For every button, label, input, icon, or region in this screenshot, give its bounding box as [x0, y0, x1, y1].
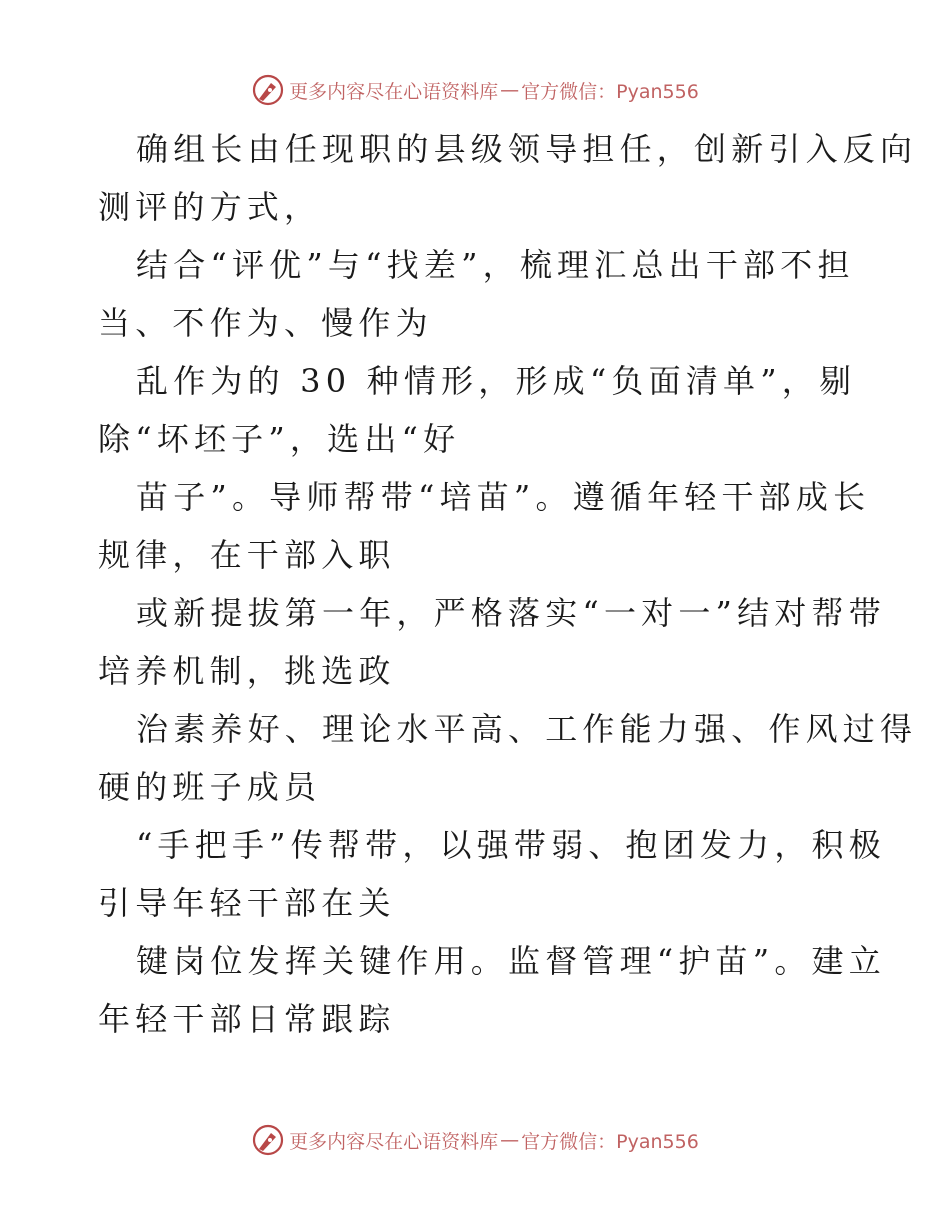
body-line: 当、不作为、慢作为 — [98, 304, 433, 342]
footer-watermark — [0, 1120, 950, 1160]
watermark-main-text: 更多内容尽在心语资料库 — [289, 1130, 499, 1153]
body-line: 苗子”。导师帮带“培苗”。遵循年轻干部成长 — [136, 478, 871, 516]
body-line: 引导年轻干部在关 — [98, 884, 396, 922]
watermark-sub-text: 官方微信：Pyan556 — [521, 80, 699, 103]
body-line: 硬的班子成员 — [98, 768, 322, 806]
body-line: 治素养好、理论水平高、工作能力强、作风过得 — [136, 710, 918, 748]
pen-nib-circle-icon — [251, 73, 285, 107]
body-line: 测评的方式， — [98, 188, 322, 226]
watermark-dash: — — [500, 79, 520, 101]
body-line: 除“坏坯子”，选出“好 — [98, 420, 461, 458]
header-watermark — [0, 70, 950, 110]
body-line: 培养机制，挑选政 — [98, 652, 396, 690]
watermark-sub-text: 官方微信：Pyan556 — [521, 1130, 699, 1153]
body-line: 规律，在干部入职 — [98, 536, 396, 574]
body-line: 键岗位发挥关键作用。监督管理“护苗”。建立 — [136, 942, 886, 980]
pen-nib-circle-icon — [251, 1123, 285, 1157]
body-line: 年轻干部日常跟踪 — [98, 1000, 396, 1038]
body-line: 确组长由任现职的县级领导担任，创新引入反向 — [136, 130, 918, 168]
body-line: 结合“评优”与“找差”，梳理汇总出干部不担 — [136, 246, 855, 284]
document-body — [98, 120, 918, 1048]
watermark-main-text: 更多内容尽在心语资料库 — [289, 80, 499, 103]
body-line: 乱作为的 30 种情形，形成“负面清单”，剔 — [136, 362, 857, 400]
body-line: 或新提拔第一年，严格落实“一对一”结对帮带 — [136, 594, 886, 632]
body-line: “手把手”传帮带，以强带弱、抱团发力，积极 — [136, 826, 886, 864]
watermark-dash: — — [500, 1129, 520, 1151]
